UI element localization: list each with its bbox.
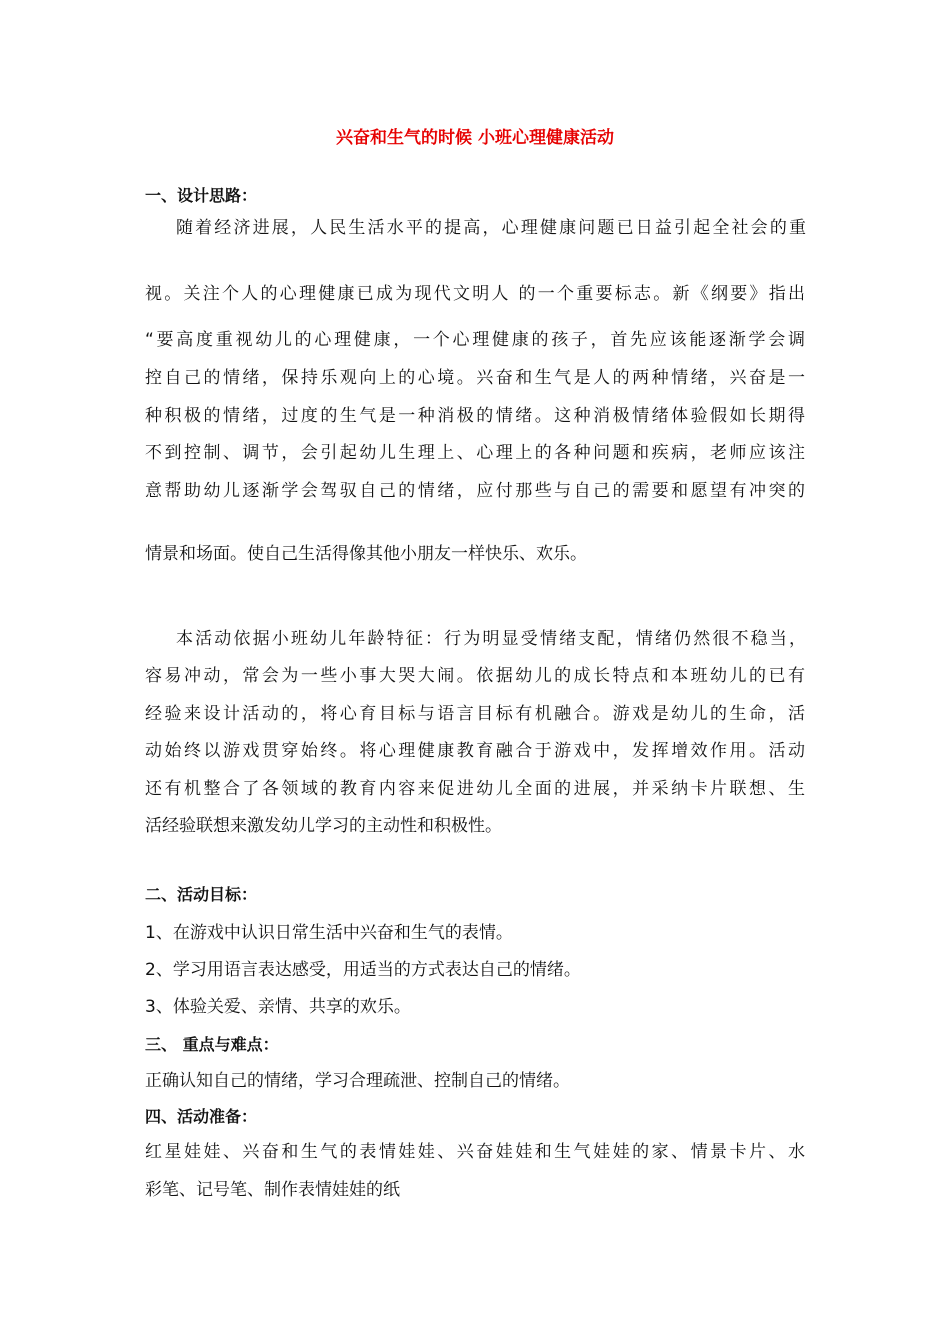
paragraph-line: “要高度重视幼儿的心理健康，一个心理健康的孩子，首先应该能逐渐学会调 — [145, 330, 805, 350]
paragraph-line: 控自己的情绪，保持乐观向上的心境。兴奋和生气是人的两种情绪，兴奋是一 — [145, 368, 805, 388]
list-item: 1、在游戏中认识日常生活中兴奋和生气的表情。 — [145, 923, 513, 943]
paragraph-line: 动始终以游戏贯穿始终。将心理健康教育融合于游戏中，发挥增效作用。活动 — [145, 741, 805, 761]
paragraph-line: 容易冲动，常会为一些小事大哭大闹。依据幼儿的成长特点和本班幼儿的已有 — [145, 666, 805, 686]
paragraph-line: 随着经济进展，人民生活水平的提高，心理健康问题已日益引起全社会的重 — [176, 218, 806, 238]
paragraph-line: 经验来设计活动的，将心育目标与语言目标有机融合。游戏是幼儿的生命，活 — [145, 704, 805, 724]
list-item: 3、体验关爱、亲情、共享的欢乐。 — [145, 997, 411, 1017]
paragraph-line: 意帮助幼儿逐渐学会驾驭自己的情绪，应付那些与自己的需要和愿望有冲突的 — [145, 481, 805, 501]
section-heading-key: 三、 重点与难点： — [145, 1035, 279, 1054]
section-heading-design: 一、设计思路： — [145, 186, 258, 205]
paragraph-line: 红星娃娃、兴奋和生气的表情娃娃、兴奋娃娃和生气娃娃的家、情景卡片、水 — [145, 1142, 805, 1162]
paragraph-line: 种积极的情绪，过度的生气是一种消极的情绪。这种消极情绪体验假如长期得 — [145, 406, 805, 426]
section-heading-prep: 四、活动准备： — [145, 1107, 258, 1126]
paragraph-line: 视。关注个人的心理健康已成为现代文明人 的一个重要标志。新《纲要》指出 — [145, 284, 805, 304]
paragraph-line: 本活动依据小班幼儿年龄特征：行为明显受情绪支配，情绪仍然很不稳当， — [176, 629, 806, 649]
list-item: 2、学习用语言表达感受，用适当的方式表达自己的情绪。 — [145, 960, 581, 980]
paragraph-line: 正确认知自己的情绪，学习合理疏泄、控制自己的情绪。 — [145, 1071, 570, 1091]
paragraph-line: 彩笔、记号笔、制作表情娃娃的纸 — [145, 1180, 400, 1200]
paragraph-line: 活经验联想来激发幼儿学习的主动性和积极性。 — [145, 816, 502, 836]
document-title: 兴奋和生气的时候 小班心理健康活动 — [336, 128, 614, 148]
paragraph-line: 不到控制、调节，会引起幼儿生理上、心理上的各种问题和疾病，老师应该注 — [145, 443, 805, 463]
paragraph-line: 还有机整合了各领域的教育内容来促进幼儿全面的进展，并采纳卡片联想、生 — [145, 779, 805, 799]
section-heading-goals: 二、活动目标： — [145, 885, 258, 904]
paragraph-line: 情景和场面。使自己生活得像其他小朋友一样快乐、欢乐。 — [145, 544, 587, 564]
